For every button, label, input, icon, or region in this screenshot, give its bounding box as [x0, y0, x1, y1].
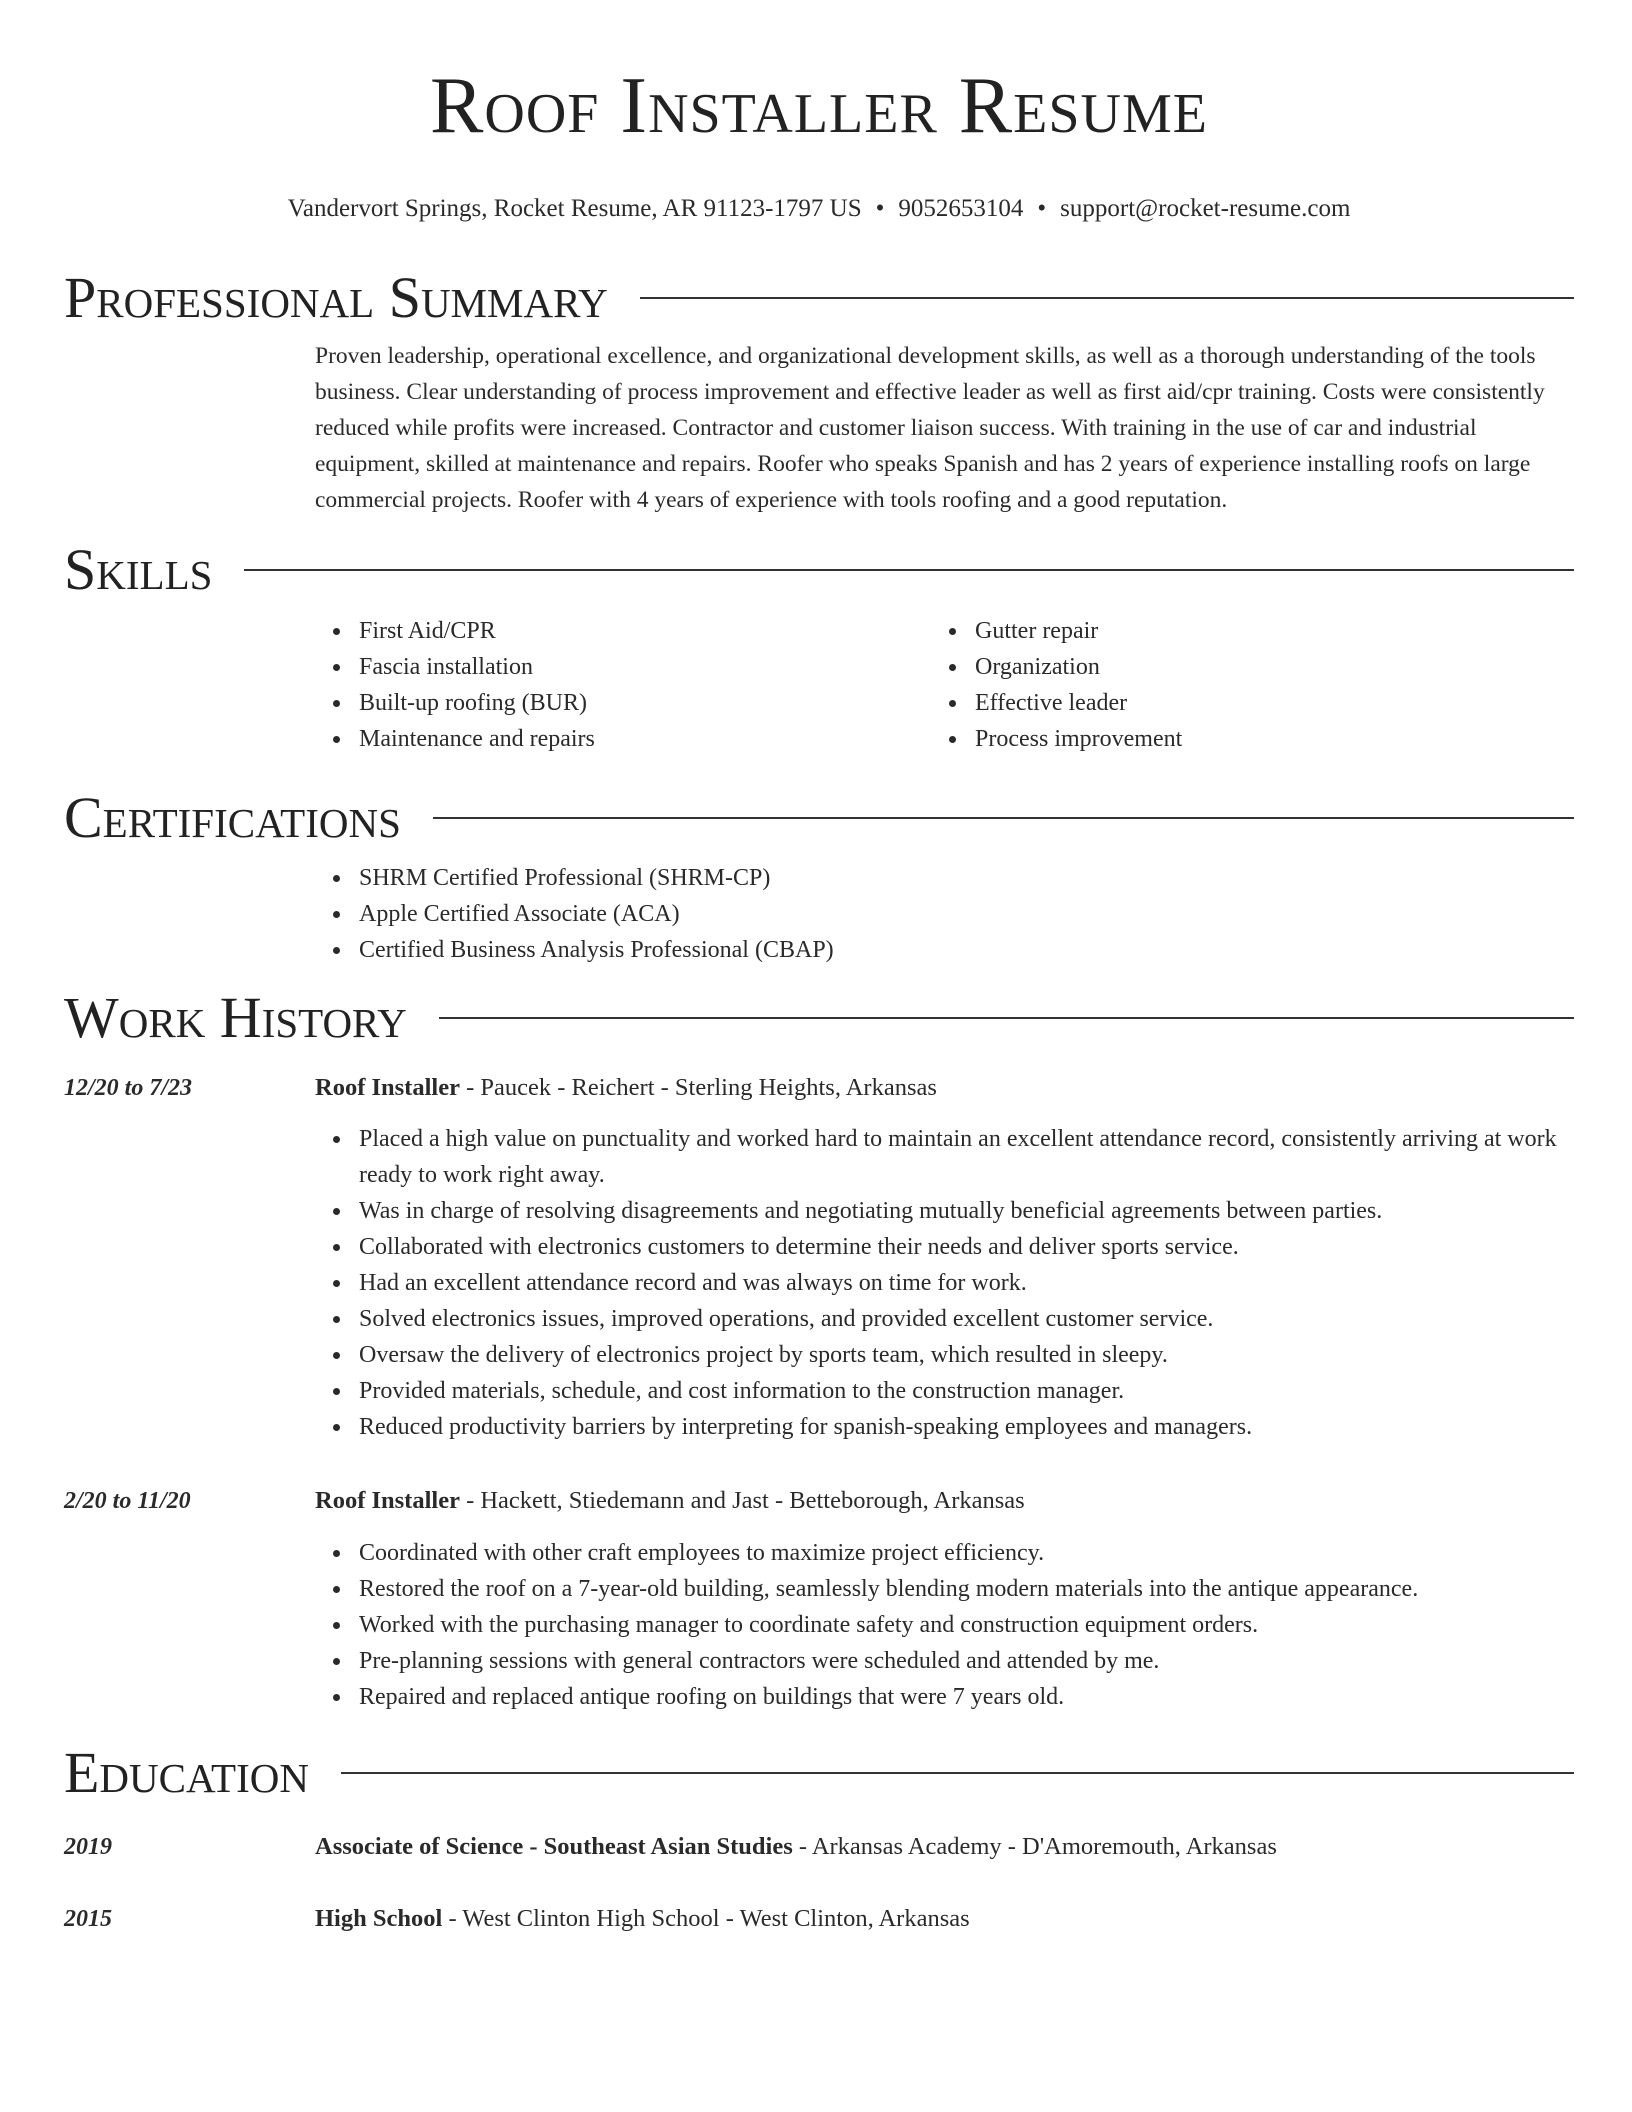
job-details: - Paucek - Reichert - Sterling Heights, Arkansas — [459, 1074, 937, 1101]
education-details: - Arkansas Academy - D'Amoremouth, Arkansas — [792, 1833, 1277, 1860]
contact-email[interactable]: support@rocket-resume.com — [1060, 195, 1351, 222]
job-bullet: Collaborated with electronics customers to determine their needs and deliver sports service. — [315, 1229, 1574, 1265]
education-year: 2019 — [64, 1834, 112, 1860]
education-year: 2015 — [64, 1906, 112, 1932]
education-degree: Associate of Science - Southeast Asian Studies — [315, 1833, 793, 1860]
job-dates: 2/20 to 11/20 — [64, 1488, 191, 1514]
job-bullet: Solved electronics issues, improved operations, and provided excellent customer service. — [315, 1301, 1574, 1337]
job-heading — [315, 1070, 1574, 1106]
certification-item: Certified Business Analysis Professional (CBAP) — [315, 932, 1574, 968]
contact-separator: • — [875, 195, 885, 222]
education-entry — [64, 1901, 1574, 1937]
section-header — [64, 265, 1574, 330]
contact-address: Vandervort Springs, Rocket Resume, AR 91123-1797 US — [287, 195, 862, 222]
job-bullet: Oversaw the delivery of electronics project by sports team, which resulted in sleepy. — [315, 1337, 1574, 1373]
job-bullet: Coordinated with other craft employees to maximize project efficiency. — [315, 1535, 1574, 1571]
skill-item: Built-up roofing (BUR) — [315, 685, 931, 721]
section-divider — [640, 297, 1574, 299]
education-heading — [315, 1829, 1574, 1865]
contact-line — [64, 194, 1574, 224]
job-bullet: Had an excellent attendance record and was always on time for work. — [315, 1265, 1574, 1301]
section-title-skills: Skills — [64, 537, 213, 602]
section-title-education: Education — [64, 1740, 309, 1805]
certifications-list — [315, 860, 1574, 968]
job-heading — [315, 1483, 1574, 1519]
skills-list-left — [315, 613, 931, 757]
section-header — [64, 985, 1574, 1050]
section-header — [64, 785, 1574, 850]
education-degree: High School — [315, 1905, 443, 1932]
section-title-summary: Professional Summary — [64, 265, 608, 330]
section-title-work-history: Work History — [64, 985, 407, 1050]
job-dates: 12/20 to 7/23 — [64, 1075, 193, 1101]
job-bullet: Worked with the purchasing manager to coordinate safety and construction equipment orders. — [315, 1607, 1574, 1643]
section-divider — [433, 817, 1574, 819]
work-history-section — [64, 985, 1574, 1715]
job-bullet: Provided materials, schedule, and cost information to the construction manager. — [315, 1373, 1574, 1409]
job-entry — [64, 1483, 1574, 1715]
job-bullet: Was in charge of resolving disagreements and negotiating mutually beneficial agreements between parties. — [315, 1193, 1574, 1229]
certification-item: SHRM Certified Professional (SHRM-CP) — [315, 860, 1574, 896]
certification-item: Apple Certified Associate (ACA) — [315, 896, 1574, 932]
section-divider — [439, 1017, 1574, 1019]
contact-phone: 9052653104 — [898, 195, 1024, 222]
job-bullet: Placed a high value on punctuality and worked hard to maintain an excellent attendance record, consistently arriving at work ready to work right away. — [315, 1121, 1574, 1193]
job-bullets — [315, 1121, 1574, 1445]
section-divider — [341, 1772, 1574, 1774]
skill-item: Process improvement — [931, 721, 1547, 757]
skill-item: Gutter repair — [931, 613, 1547, 649]
education-details: - West Clinton High School - West Clinton, Arkansas — [442, 1905, 970, 1932]
skill-item: Effective leader — [931, 685, 1547, 721]
skill-item: First Aid/CPR — [315, 613, 931, 649]
professional-summary-section — [64, 265, 1574, 518]
certifications-section — [64, 785, 1574, 968]
skill-item: Organization — [931, 649, 1547, 685]
contact-separator: • — [1037, 195, 1047, 222]
skill-item: Fascia installation — [315, 649, 931, 685]
section-header — [64, 537, 1574, 602]
skill-item: Maintenance and repairs — [315, 721, 931, 757]
education-heading — [315, 1901, 1574, 1937]
skills-list-right — [931, 613, 1547, 757]
job-bullet: Repaired and replaced antique roofing on buildings that were 7 years old. — [315, 1679, 1574, 1715]
resume-page — [64, 0, 1574, 1937]
education-section — [64, 1740, 1574, 1937]
education-entry — [64, 1829, 1574, 1865]
job-title: Roof Installer — [315, 1074, 460, 1101]
section-title-certifications: Certifications — [64, 785, 401, 850]
job-bullet: Reduced productivity barriers by interpreting for spanish-speaking employees and managers. — [315, 1409, 1574, 1445]
job-title: Roof Installer — [315, 1487, 460, 1514]
job-entry — [64, 1070, 1574, 1445]
job-bullet: Restored the roof on a 7-year-old building, seamlessly blending modern materials into the antique appearance. — [315, 1571, 1574, 1607]
job-bullet: Pre-planning sessions with general contractors were scheduled and attended by me. — [315, 1643, 1574, 1679]
job-bullets — [315, 1535, 1574, 1715]
section-divider — [244, 569, 1574, 571]
resume-title: Roof Installer Resume — [430, 62, 1208, 150]
job-details: - Hackett, Stiedemann and Jast - Betteborough, Arkansas — [459, 1487, 1025, 1514]
section-header — [64, 1740, 1574, 1805]
skills-section — [64, 537, 1574, 757]
summary-text: Proven leadership, operational excellence, and organizational development skills, as well as a thorough understanding of the tools business. Clear understanding of process improvement and effective leader as well as first aid/cpr training. Costs were consistently reduced while profits were increased. Contractor and customer liaison success. With training in the use of car and industrial equipment, skilled at maintenance and repairs. Roofer who speaks Spanish and has 2 years of experience installing roofs on large commercial projects. Roofer with 4 years of experience with tools roofing and a good reputation. — [315, 343, 1545, 513]
